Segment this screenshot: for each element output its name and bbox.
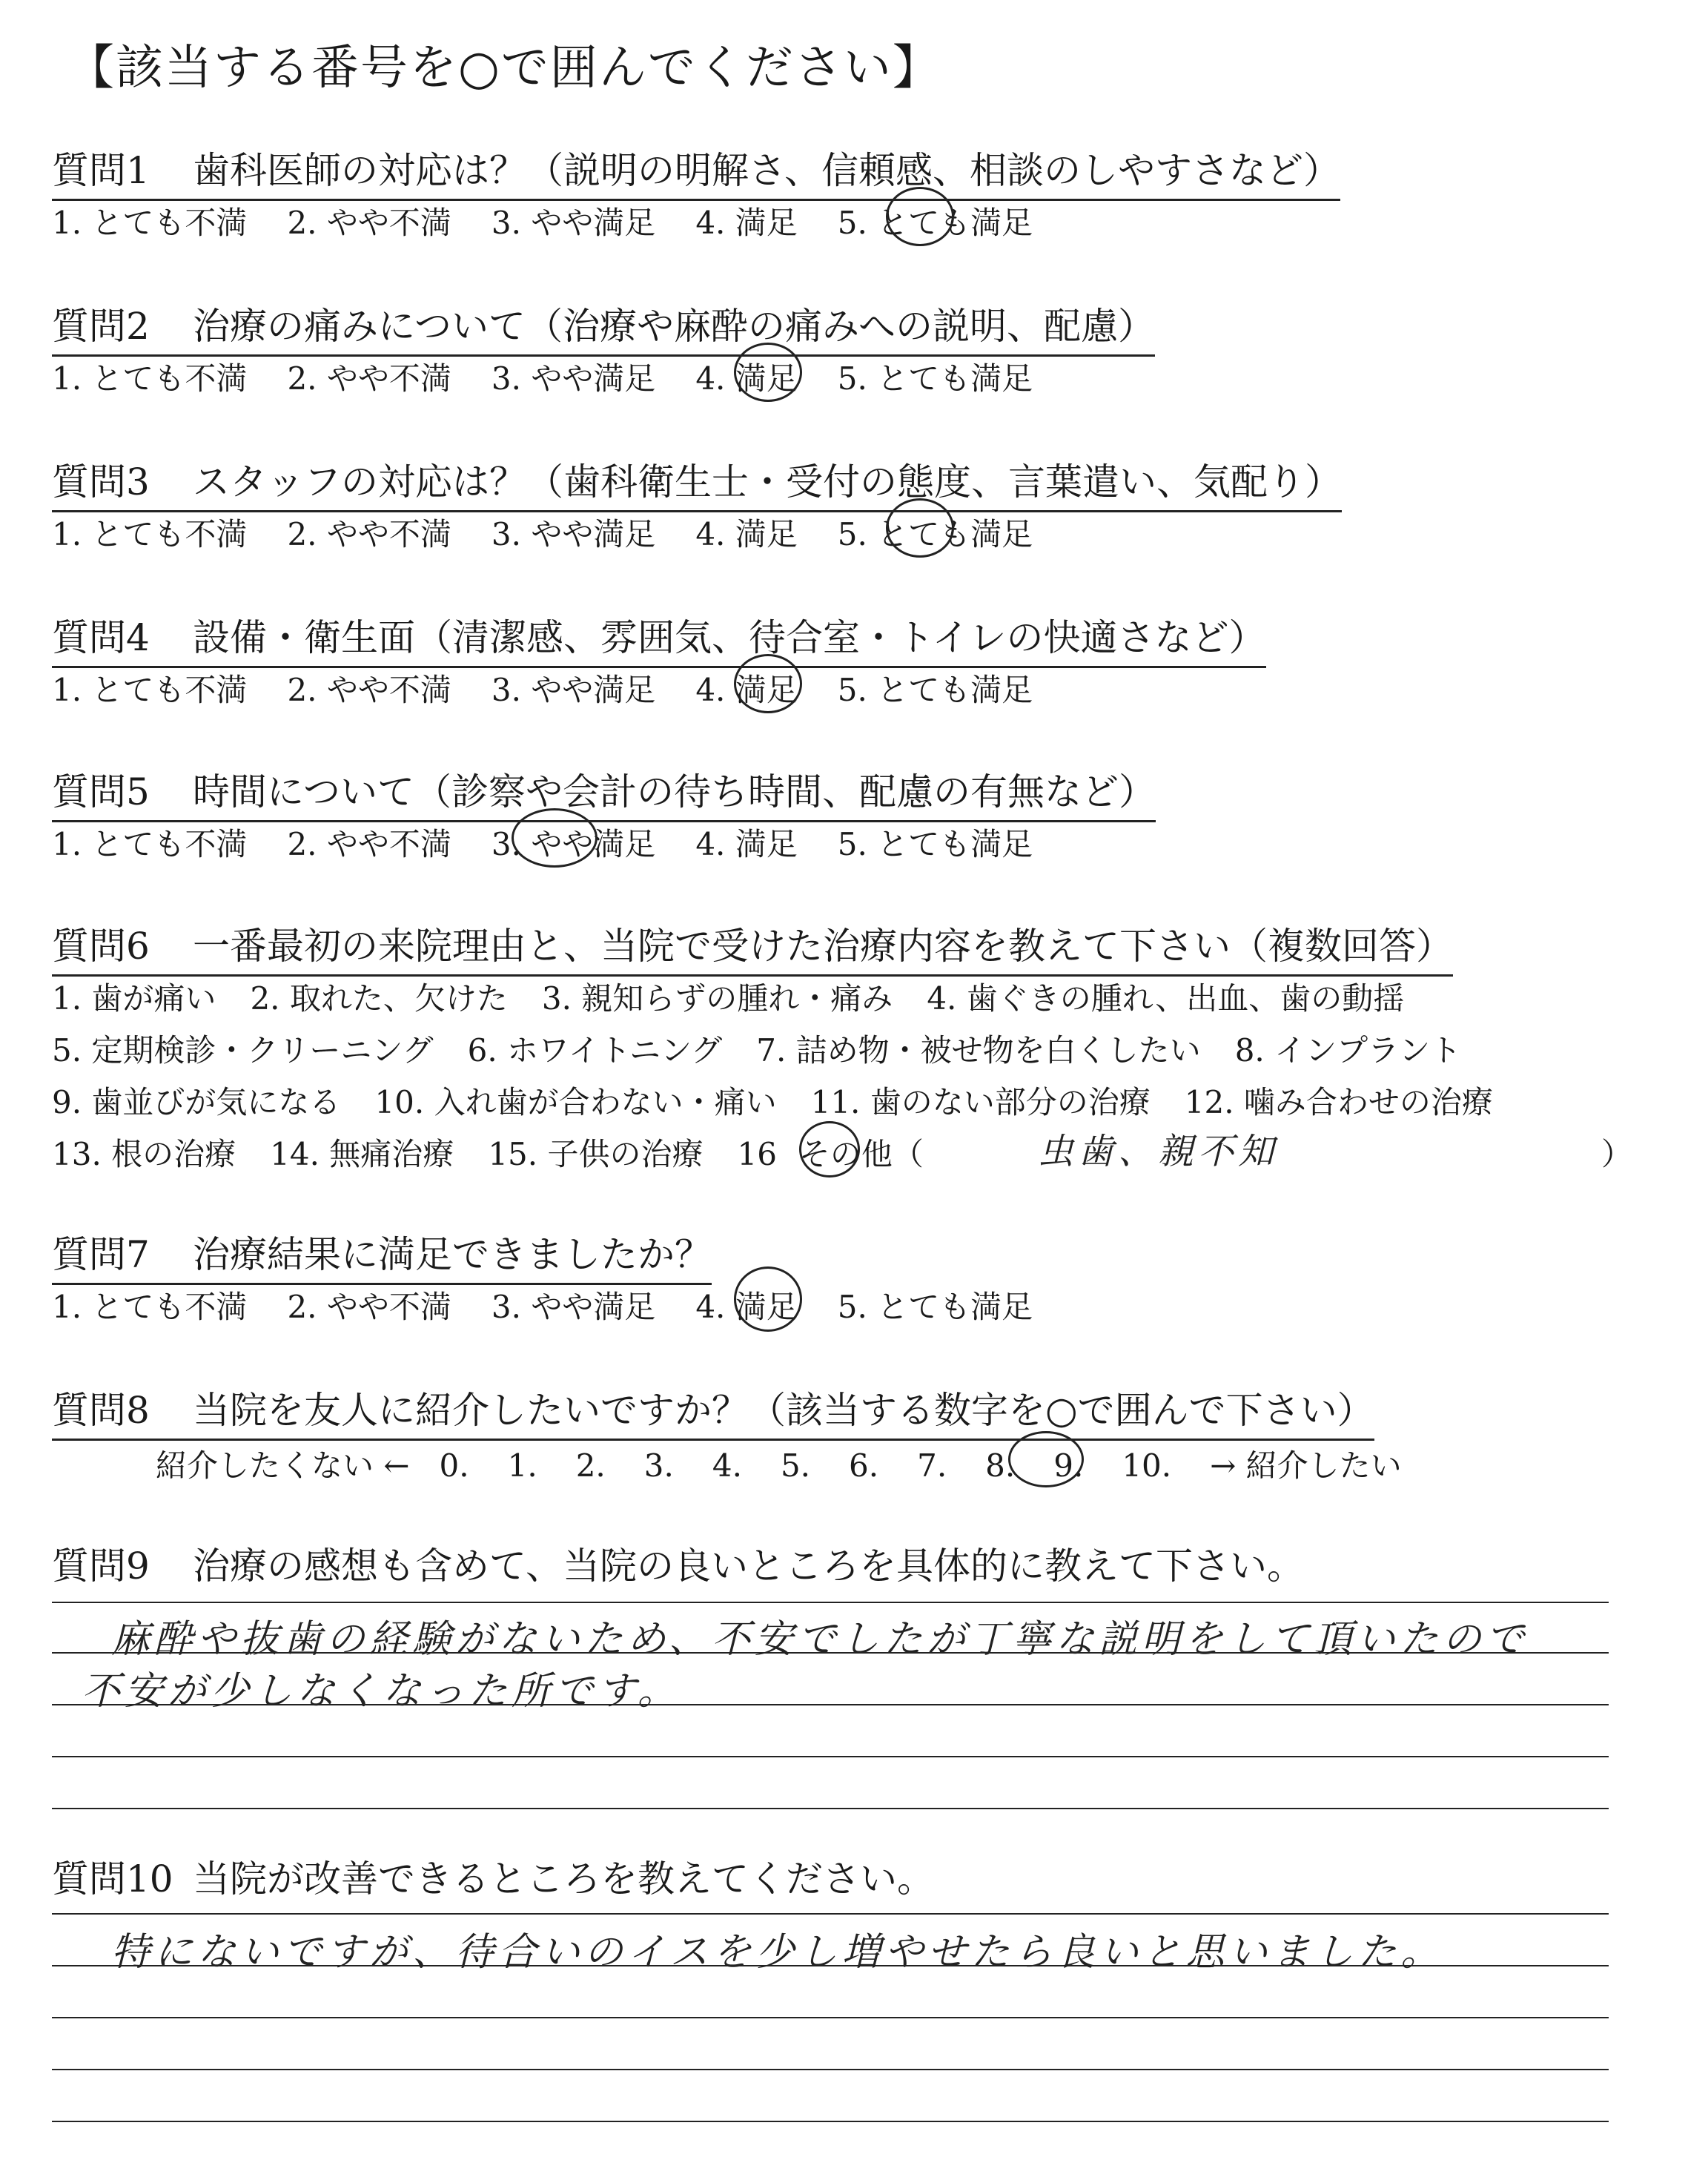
q3-option-5[interactable]: 5. とても満足 xyxy=(837,516,1033,552)
q5-option-1[interactable]: 1. とても不満 xyxy=(52,826,248,862)
q2-selection-circle xyxy=(734,343,802,402)
q5-option-3[interactable]: 3. やや満足 xyxy=(491,826,656,862)
q5-option-2[interactable]: 2. やや不満 xyxy=(287,826,451,862)
q3-option-2[interactable]: 2. やや不満 xyxy=(287,516,451,552)
q9-answer-line-4 xyxy=(52,1756,1609,1757)
question-2-number: 質問2 xyxy=(52,305,150,348)
q10-answer-line-1 xyxy=(52,1913,1609,1915)
question-2-text: 治療の痛みについて（治療や麻酔の痛みへの説明、配慮） xyxy=(193,305,1155,348)
q7-option-1[interactable]: 1. とても不満 xyxy=(52,1289,248,1325)
q8-option-8[interactable]: 8. xyxy=(985,1447,1016,1484)
q2-option-2[interactable]: 2. やや不満 xyxy=(287,360,451,397)
question-8-text: 当院を友人に紹介したいですか？（該当する数字を○で囲んで下さい） xyxy=(193,1389,1374,1432)
q1-option-1[interactable]: 1. とても不満 xyxy=(52,205,248,241)
q8-scale xyxy=(156,1441,1402,1486)
q6-item-12[interactable]: 12. 噛み合わせの治療 xyxy=(1184,1084,1493,1120)
question-7-options xyxy=(52,1283,1073,1327)
q6-item-7[interactable]: 7. 詰め物・被せ物を白くしたい xyxy=(756,1032,1201,1069)
q6-item-5[interactable]: 5. 定期検診・クリーニング xyxy=(52,1032,434,1069)
q9-handwritten-answer-1: 麻酔や抜歯の経験がないため、不安でしたが丁寧な説明をして頂いたので xyxy=(111,1617,1529,1662)
question-4-title xyxy=(52,608,1266,668)
q6-item-1[interactable]: 1. 歯が痛い xyxy=(52,980,216,1017)
question-5-text: 時間について（診察や会計の待ち時間、配慮の有無など） xyxy=(193,770,1156,813)
q2-option-1[interactable]: 1. とても不満 xyxy=(52,360,248,397)
q3-option-1[interactable]: 1. とても不満 xyxy=(52,516,248,552)
q5-option-5[interactable]: 5. とても満足 xyxy=(837,826,1033,862)
q6-row-1 xyxy=(52,974,1438,1019)
q9-answer-line-1 xyxy=(52,1602,1609,1603)
question-4-options xyxy=(52,666,1073,710)
q10-answer-line-5 xyxy=(52,2121,1609,2122)
q6-item-6[interactable]: 6. ホワイトニング xyxy=(467,1032,723,1069)
q6-other-handwritten: 虫歯、親不知 xyxy=(1038,1131,1279,1172)
q8-option-5[interactable]: 5. xyxy=(780,1447,811,1484)
q7-option-4[interactable]: 4. 満足 xyxy=(695,1289,798,1325)
question-2-options xyxy=(52,354,1073,399)
question-2-title xyxy=(52,297,1155,357)
question-4-number: 質問4 xyxy=(52,616,150,659)
q10-answer-line-4 xyxy=(52,2069,1609,2070)
question-8-number: 質問8 xyxy=(52,1389,150,1432)
q4-option-5[interactable]: 5. とても満足 xyxy=(837,672,1033,708)
q6-item-10[interactable]: 10. 入れ歯が合わない・痛い xyxy=(374,1084,777,1120)
q9-answer-line-5 xyxy=(52,1808,1609,1809)
question-7-number: 質問7 xyxy=(52,1233,150,1276)
q6-item-2[interactable]: 2. 取れた、欠けた xyxy=(250,980,508,1017)
q3-selection-circle xyxy=(886,498,954,558)
question-6-number: 質問6 xyxy=(52,925,150,968)
q6-selection-circle xyxy=(799,1121,860,1178)
q8-option-1[interactable]: 1. xyxy=(507,1447,537,1484)
question-3-title xyxy=(52,452,1342,512)
q10-handwritten-answer-1: 特にないですが、待合いのイスを少し増やせたら良いと思いました。 xyxy=(111,1930,1444,1975)
question-5-title xyxy=(52,762,1156,822)
q5-selection-circle xyxy=(512,808,598,868)
q1-option-2[interactable]: 2. やや不満 xyxy=(287,205,451,241)
question-1-text: 歯科医師の対応は？（説明の明解さ、信頼感、相談のしやすさなど） xyxy=(193,149,1340,192)
q8-option-4[interactable]: 4. xyxy=(712,1447,742,1484)
question-9-text: 治療の感想も含めて、当院の良いところを具体的に教えて下さい。 xyxy=(193,1545,1304,1588)
question-7-title xyxy=(52,1225,712,1285)
q6-other-close: ） xyxy=(1601,1136,1633,1172)
q5-option-4[interactable]: 4. 満足 xyxy=(695,826,798,862)
q6-item-11[interactable]: 11. 歯のない部分の治療 xyxy=(810,1084,1151,1120)
q8-option-0[interactable]: 0. xyxy=(439,1447,469,1484)
q3-option-3[interactable]: 3. やや満足 xyxy=(491,516,656,552)
q8-option-6[interactable]: 6. xyxy=(849,1447,879,1484)
q3-option-4[interactable]: 4. 満足 xyxy=(695,516,798,552)
question-1-title xyxy=(52,141,1340,201)
q2-option-3[interactable]: 3. やや満足 xyxy=(491,360,656,397)
question-6-title xyxy=(52,916,1453,977)
q6-item-15[interactable]: 15. 子供の治療 xyxy=(488,1136,704,1172)
q6-row-3 xyxy=(52,1078,1527,1123)
q8-option-2[interactable]: 2. xyxy=(575,1447,606,1484)
question-1-number: 質問1 xyxy=(52,149,150,192)
q4-option-4[interactable]: 4. 満足 xyxy=(695,672,798,708)
question-6-text: 一番最初の来院理由と、当院で受けた治療内容を教えて下さい（複数回答） xyxy=(193,925,1453,968)
question-10-number: 質問10 xyxy=(52,1857,173,1900)
q6-item-13[interactable]: 13. 根の治療 xyxy=(52,1136,236,1172)
q2-option-4[interactable]: 4. 満足 xyxy=(695,360,798,397)
q6-item-3[interactable]: 3. 親知らずの腫れ・痛み xyxy=(541,980,893,1017)
q6-item-4[interactable]: 4. 歯ぐきの腫れ、出血、歯の動揺 xyxy=(927,980,1405,1017)
q6-other-label: その他（ xyxy=(798,1136,924,1172)
q4-option-3[interactable]: 3. やや満足 xyxy=(491,672,656,708)
question-7-text: 治療結果に満足できましたか？ xyxy=(193,1233,712,1276)
q6-item-14[interactable]: 14. 無痛治療 xyxy=(270,1136,454,1172)
question-10-title xyxy=(52,1849,934,1907)
q7-selection-circle xyxy=(734,1266,802,1332)
q8-option-7[interactable]: 7. xyxy=(917,1447,947,1484)
q6-row-4 xyxy=(52,1130,924,1175)
q8-option-10[interactable]: 10. xyxy=(1122,1447,1172,1484)
question-10-text: 当院が改善できるところを教えてください。 xyxy=(193,1857,934,1900)
question-3-text: スタッフの対応は？（歯科衛生士・受付の態度、言葉遣い、気配り） xyxy=(193,460,1342,503)
q8-left-label: 紹介したくない ← xyxy=(156,1447,410,1484)
question-3-number: 質問3 xyxy=(52,460,150,503)
page-title: 【該当する番号を○で囲んでください】 xyxy=(67,41,941,96)
q1-option-5[interactable]: 5. とても満足 xyxy=(837,205,1033,241)
q7-option-3[interactable]: 3. やや満足 xyxy=(491,1289,656,1325)
q10-answer-line-3 xyxy=(52,2017,1609,2018)
q6-item-16-number[interactable]: 16 xyxy=(737,1136,777,1172)
q7-option-2[interactable]: 2. やや不満 xyxy=(287,1289,451,1325)
q1-selection-circle xyxy=(886,187,954,246)
q7-option-5[interactable]: 5. とても満足 xyxy=(837,1289,1033,1325)
q8-selection-circle xyxy=(1008,1431,1084,1487)
question-8-title xyxy=(52,1381,1374,1441)
q6-item-9[interactable]: 9. 歯並びが気になる xyxy=(52,1084,341,1120)
q8-right-label: → 紹介したい xyxy=(1210,1447,1402,1484)
q6-row-2 xyxy=(52,1026,1495,1071)
q4-option-2[interactable]: 2. やや不満 xyxy=(287,672,451,708)
q9-handwritten-answer-2: 不安が少しなくなった所です。 xyxy=(82,1669,681,1714)
q2-option-5[interactable]: 5. とても満足 xyxy=(837,360,1033,397)
q4-selection-circle xyxy=(734,654,802,713)
q6-item-8[interactable]: 8. インプラント xyxy=(1234,1032,1462,1069)
q1-option-3[interactable]: 3. やや満足 xyxy=(491,205,656,241)
q8-option-3[interactable]: 3. xyxy=(643,1447,674,1484)
q4-option-1[interactable]: 1. とても不満 xyxy=(52,672,248,708)
question-9-title xyxy=(52,1536,1304,1594)
question-9-number: 質問9 xyxy=(52,1545,150,1588)
q1-option-4[interactable]: 4. 満足 xyxy=(695,205,798,241)
q8-option-9[interactable]: 9. xyxy=(1053,1447,1084,1484)
question-5-number: 質問5 xyxy=(52,770,150,813)
question-4-text: 設備・衛生面（清潔感、雰囲気、待合室・トイレの快適さなど） xyxy=(193,616,1266,659)
